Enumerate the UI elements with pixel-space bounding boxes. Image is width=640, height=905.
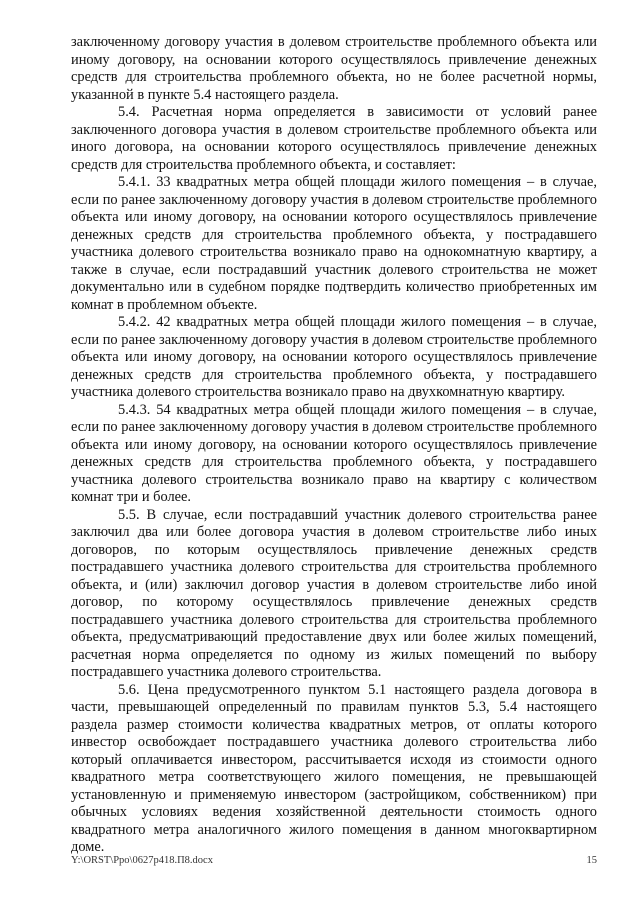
paragraph-5-5: 5.5. В случае, если пострадавший участник долевого строительства ранее заключил два или более договора участия в долевом строительстве либо иных договоров, по которым осуществлялось привлечение денежных средств пострадавшего участника долевого строительства для строительства проблемного объекта, и (или) заключил договор участия в долевом строительстве либо иной договор, по которому осуществлялось привлечение денежных средств пострадавшего участника долевого строительства для строительства проблемного объекта, предусматривающий предоставление двух или более жилых помещений, расчетная норма определяется по одному из жилых помещений по выбору пострадавшего участника долевого строительства. — [71, 506, 597, 680]
paragraph-5-4-1: 5.4.1. 33 квадратных метра общей площади жилого помещения – в случае, если по ранее заключенному договору участия в долевом строительстве проблемного объекта или иному договору, на основании которого осуществлялось привлечение денежных средств для строительства проблемного объекта, у пострадавшего участника долевого строительства возникало право на однокомнатную квартиру, а также в случае, если пострадавший участник долевого строительства не может документально или в судебном порядке подтвердить количество приобретенных им комнат в проблемном объекте. — [71, 174, 597, 313]
paragraph-5-4: 5.4. Расчетная норма определяется в зависимости от условий ранее заключенного договора участия в долевом строительстве проблемного объекта или иного договора, на основании которого осуществлялось привлечение денежных средств для строительства проблемного объекта, и составляет: — [71, 104, 597, 173]
footer-file-path: Y:\ORST\Ppo\0627p418.П8.docx — [71, 855, 213, 866]
document-body — [71, 34, 597, 857]
page-footer — [71, 854, 597, 868]
paragraph-5-6: 5.6. Цена предусмотренного пунктом 5.1 настоящего раздела договора в части, превышающей определенный по правилам пунктов 5.3, 5.4 настоящего раздела размер стоимости количества квадратных метров, от оплаты которого инвестор освобождает пострадавшего участника долевого строительства либо который оплачивается инвестором, рассчитывается исходя из стоимости одного квадратного метра соответствующего жилого помещения, не превышающей установленную и применяемую инвестором (застройщиком, собственником) при обычных условиях ведения хозяйственной деятельности стоимость одного квадратного метра аналогичного жилого помещения в данном многоквартирном доме. — [71, 681, 597, 855]
page-number: 15 — [586, 855, 597, 866]
paragraph-continuation: заключенному договору участия в долевом строительстве проблемного объекта или иному договору, на основании которого осуществлялось привлечение денежных средств для строительства проблемного объекта, но не более расчетной нормы, указанной в пункте 5.4 настоящего раздела. — [71, 34, 597, 103]
paragraph-5-4-3: 5.4.3. 54 квадратных метра общей площади жилого помещения – в случае, если по ранее заключенному договору участия в долевом строительстве проблемного объекта или иному договору, на основании которого осуществлялось привлечение денежных средств для строительства проблемного объекта, у пострадавшего участника долевого строительства возникало право на квартиру с количеством комнат три и более. — [71, 401, 597, 505]
paragraph-5-4-2: 5.4.2. 42 квадратных метра общей площади жилого помещения – в случае, если по ранее заключенному договору участия в долевом строительстве проблемного объекта или иному договору, на основании которого осуществлялось привлечение денежных средств для строительства проблемного объекта, у пострадавшего участника долевого строительства возникало право на двухкомнатную квартиру. — [71, 314, 597, 400]
